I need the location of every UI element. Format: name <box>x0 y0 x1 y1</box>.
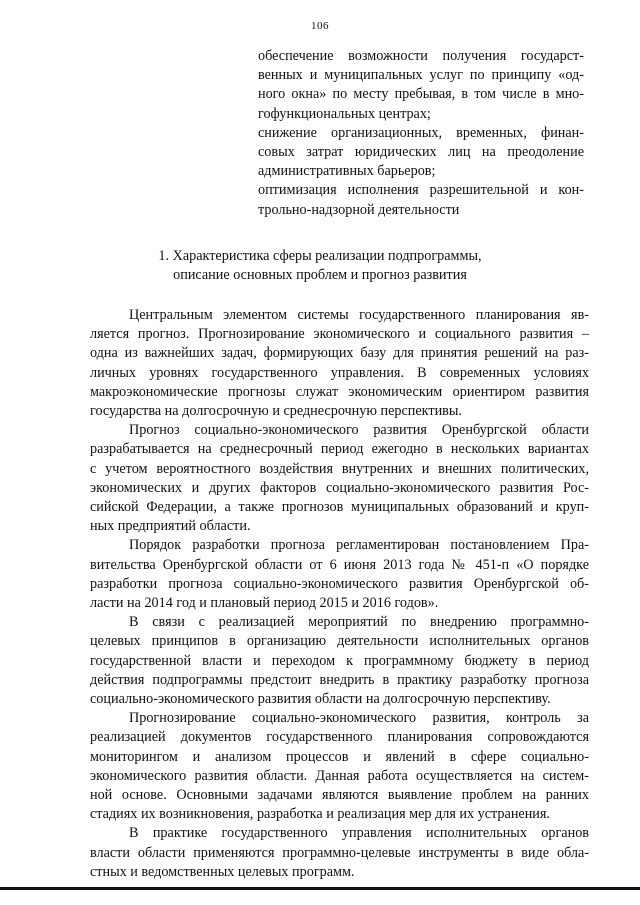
text-line: В практике государственного управления исполнительных органов <box>129 825 589 842</box>
text-line: трольно-надзорной деятельности <box>258 201 460 218</box>
text-line: власти области применяются программно-целевые инструменты в виде обла- <box>90 844 589 861</box>
text-line: личных уровнях государственного управления. В современных условиях <box>90 364 589 381</box>
text-line: социально-экономического развития области на долгосрочную перспективу. <box>90 691 551 708</box>
paragraph <box>90 709 589 824</box>
section-heading <box>0 247 640 285</box>
text-line: ляется прогноз. Прогнозирование экономического и социального развития – <box>90 326 589 343</box>
text-line: государства на долгосрочную и среднесрочную перспективы. <box>90 403 462 420</box>
text-line: разрабатывается на среднесрочный период ежегодно в нескольких вариантах <box>90 441 589 458</box>
text-line: действия подпрограммы предстоит внедрить в практику разработку прогноза <box>90 671 589 688</box>
paragraph <box>90 421 589 536</box>
paragraph <box>90 306 589 421</box>
paragraph <box>90 613 589 709</box>
text-line: вительства Оренбургской области от 6 июня 2013 года № 451-п «О порядке <box>90 556 589 573</box>
text-line: снижение организационных, временных, финан- <box>258 124 584 141</box>
text-line: венных и муниципальных услуг по принципу «од- <box>258 67 584 84</box>
paragraph <box>90 824 589 882</box>
text-line: разработки прогноза социально-экономического развития Оренбургской об- <box>90 575 589 592</box>
text-line: стных и ведомственных целевых программ. <box>90 863 355 880</box>
text-line: В связи с реализацией мероприятий по внедрению программно- <box>129 614 589 631</box>
text-line: Порядок разработки прогноза регламентирован постановлением Пра- <box>129 537 589 554</box>
text-line: экономических и других факторов социально-экономического развития Рос- <box>90 479 589 496</box>
text-line: стадиях их возникновения, разработка и реализация мер для их устранения. <box>90 806 550 823</box>
text-line: целевых принципов в организацию деятельности исполнительных органов <box>90 633 589 650</box>
text-line: с учетом вероятностного воздействия внутренних и внешних политических, <box>90 460 589 477</box>
text-line: обеспечение возможности получения государст- <box>258 48 584 64</box>
text-line: мониторингом и анализом процессов и явлений в сфере социально- <box>90 748 589 765</box>
text-line: административных барьеров; <box>258 163 436 180</box>
continuation-list <box>258 47 584 220</box>
text-line: макроэкономические прогнозы служат экономическим ориентиром развития <box>90 383 589 400</box>
heading-line: 1. Характеристика сферы реализации подпрограммы, <box>158 248 482 264</box>
text-line: гофункциональных центрах; <box>258 105 431 122</box>
paragraph <box>90 536 589 613</box>
heading-line: описание основных проблем и прогноз развития <box>173 267 467 283</box>
text-line: оптимизация исполнения разрешительной и кон- <box>258 182 584 199</box>
body-text <box>90 306 589 882</box>
text-line: одна из важнейших задач, формирующих базу для принятия решений на раз- <box>90 345 589 362</box>
text-line: государственной власти и переходом к программному бюджету в период <box>90 652 589 669</box>
text-line: Центральным элементом системы государственного планирования яв- <box>129 307 589 323</box>
text-line: сийской Федерации, а также прогнозов муниципальных образований и круп- <box>90 499 589 516</box>
page-number: 106 <box>311 20 329 32</box>
text-line: ной основе. Основными задачами являются выявление проблем на ранних <box>90 787 589 804</box>
text-line: экономического развития области. Данная работа осуществляется на систем- <box>90 767 589 784</box>
text-line: Прогнозирование социально-экономического развития, контроль за <box>129 710 589 727</box>
text-line: реализацией документов государственного планирования сопровождаются <box>90 729 589 746</box>
page-bottom-rule <box>0 887 640 890</box>
text-line: Прогноз социально-экономического развития Оренбургской области <box>129 422 589 439</box>
text-line: совых затрат юридических лиц на преодоление <box>258 144 584 161</box>
text-line: ласти на 2014 год и плановый период 2015 и 2016 годов». <box>90 595 439 612</box>
text-line: ных предприятий области. <box>90 518 251 535</box>
text-line: ного окна» по месту пребывая, в том числе в мно- <box>258 86 584 103</box>
